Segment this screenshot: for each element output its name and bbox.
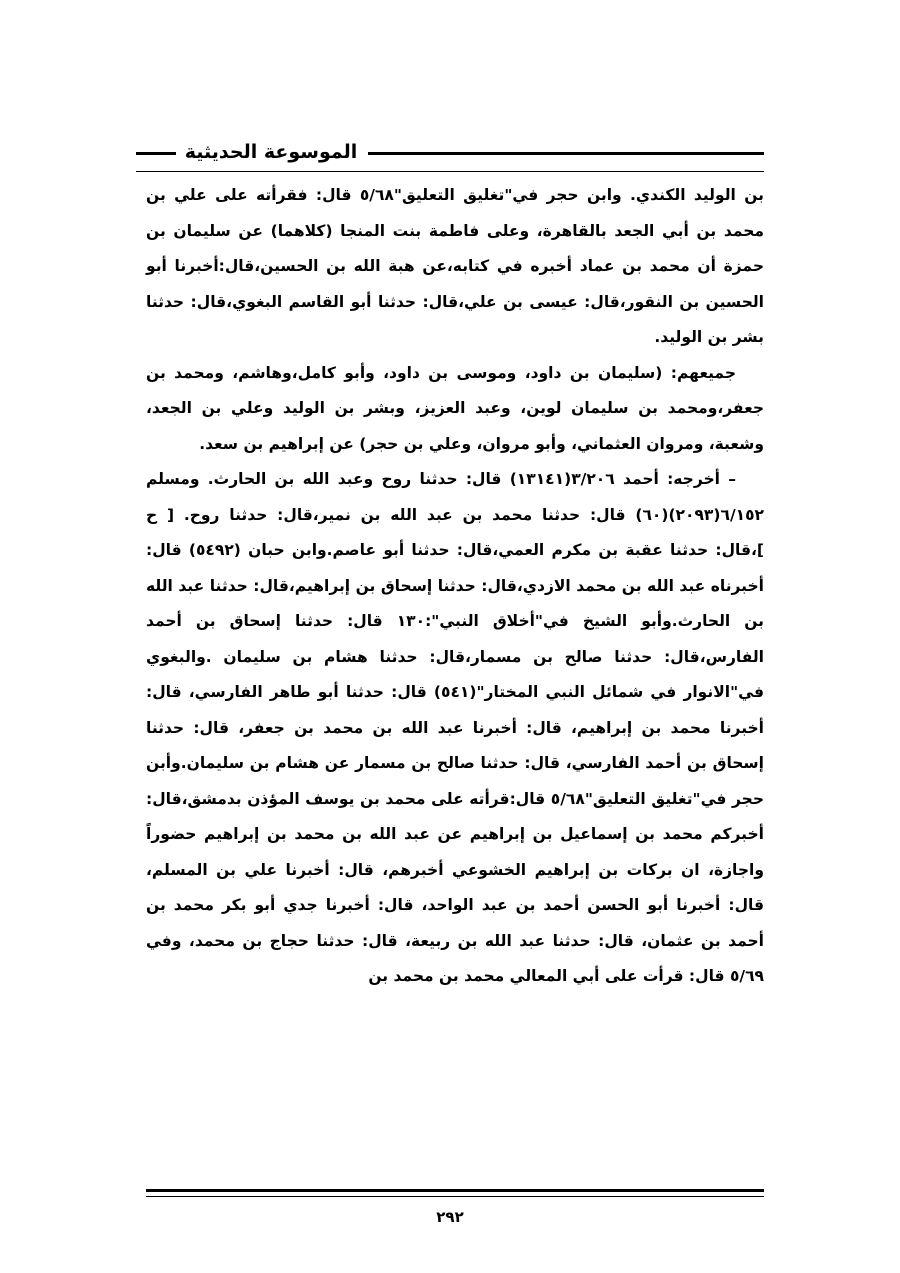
header-title: الموسوعة الحديثية <box>184 141 358 163</box>
paragraph-2: جميعهم: (سليمان بن داود، وموسى بن داود، وأبو كامل،وهاشم، ومحمد بن جعفر،ومحمد بن سليمان لوين، وعبد العزيز، وبشر بن الوليد وعلي بن الجعد، وشعبة، ومروان العثماني، وأبو مروان، وعلي بن حجر) عن إبراهيم بن سعد. <box>146 363 764 453</box>
header-rule-right <box>368 152 764 155</box>
body-text <box>146 178 764 995</box>
paragraph-1: بن الوليد الكندي. وابن حجر في"تغليق التعليق"٥/٦٨ قال: فقرأته على علي بن محمد بن أبي الجعد بالقاهرة، وعلى فاطمة بنت المنجا (كلاهما) عن سليمان بن حمزة أن محمد بن عماد أخبره في كتابه،عن هبة الله بن الحسين،قال:أخبرنا أبو الحسين بن النقور،قال: عيسى بن علي،قال: حدثنا أبو القاسم البغوي،قال: حدثنا بشر بن الوليد. <box>146 186 764 346</box>
header-underline <box>136 171 764 172</box>
footer-rule-thin <box>146 1196 764 1197</box>
footer-rule-thick <box>146 1189 764 1192</box>
header-rule-left <box>136 152 176 155</box>
page-number: ٢٩٢ <box>436 1208 464 1226</box>
running-header <box>136 138 764 166</box>
paragraph-3: – أخرجه: أحمد ٣/٢٠٦(١٣١٤١) قال: حدثنا روح وعبد الله بن الحارث. ومسلم ٦/١٥٢(٢٠٩٣)(٦٠) قال: حدثنا محمد بن عبد الله بن نمير،قال: حدثنا روح. [ ح ]،قال: حدثنا عقبة بن مكرم العمي،قال: حدثنا أبو عاصم.وابن حبان (٥٤٩٢) قال: أخبرناه عبد الله بن محمد الازدي،قال: حدثنا إسحاق بن إبراهيم،قال: حدثنا عبد الله بن الحارث.وأبو الشيخ في"أخلاق النبي":١٣٠ قال: حدثنا إسحاق بن أحمد الفارس،قال: حدثنا صالح بن مسمار،قال: حدثنا هشام بن سليمان .والبغوي في"الانوار في شمائل النبي المختار"(٥٤١) قال: حدثنا أبو طاهر الفارسي، قال: أخبرنا محمد بن إبراهيم، قال: أخبرنا عبد الله بن محمد بن جعفر، قال: حدثنا إسحاق بن أحمد الفارسي، قال: حدثنا صالح بن مسمار عن هشام بن سليمان.وأبن حجر في"تغليق التعليق"٥/٦٨ قال:قرأته على محمد بن يوسف المؤذن بدمشق،قال: أخبركم محمد بن إسماعيل بن إبراهيم عن عبد الله بن محمد بن إبراهيم حضوراً واجازة، ان بركات بن إبراهيم الخشوعي أخبرهم، قال: أخبرنا علي بن المسلم، قال: أخبرنا أبو الحسن أحمد بن عبد الواحد، قال: أخبرنا جدي أبو بكر محمد بن أحمد بن عثمان، قال: حدثنا عبد الله بن ربيعة، قال: حدثنا حجاج بن محمد، وفي ٥/٦٩ قال: قرأت على أبي المعالي محمد بن محمد بن <box>146 470 764 985</box>
